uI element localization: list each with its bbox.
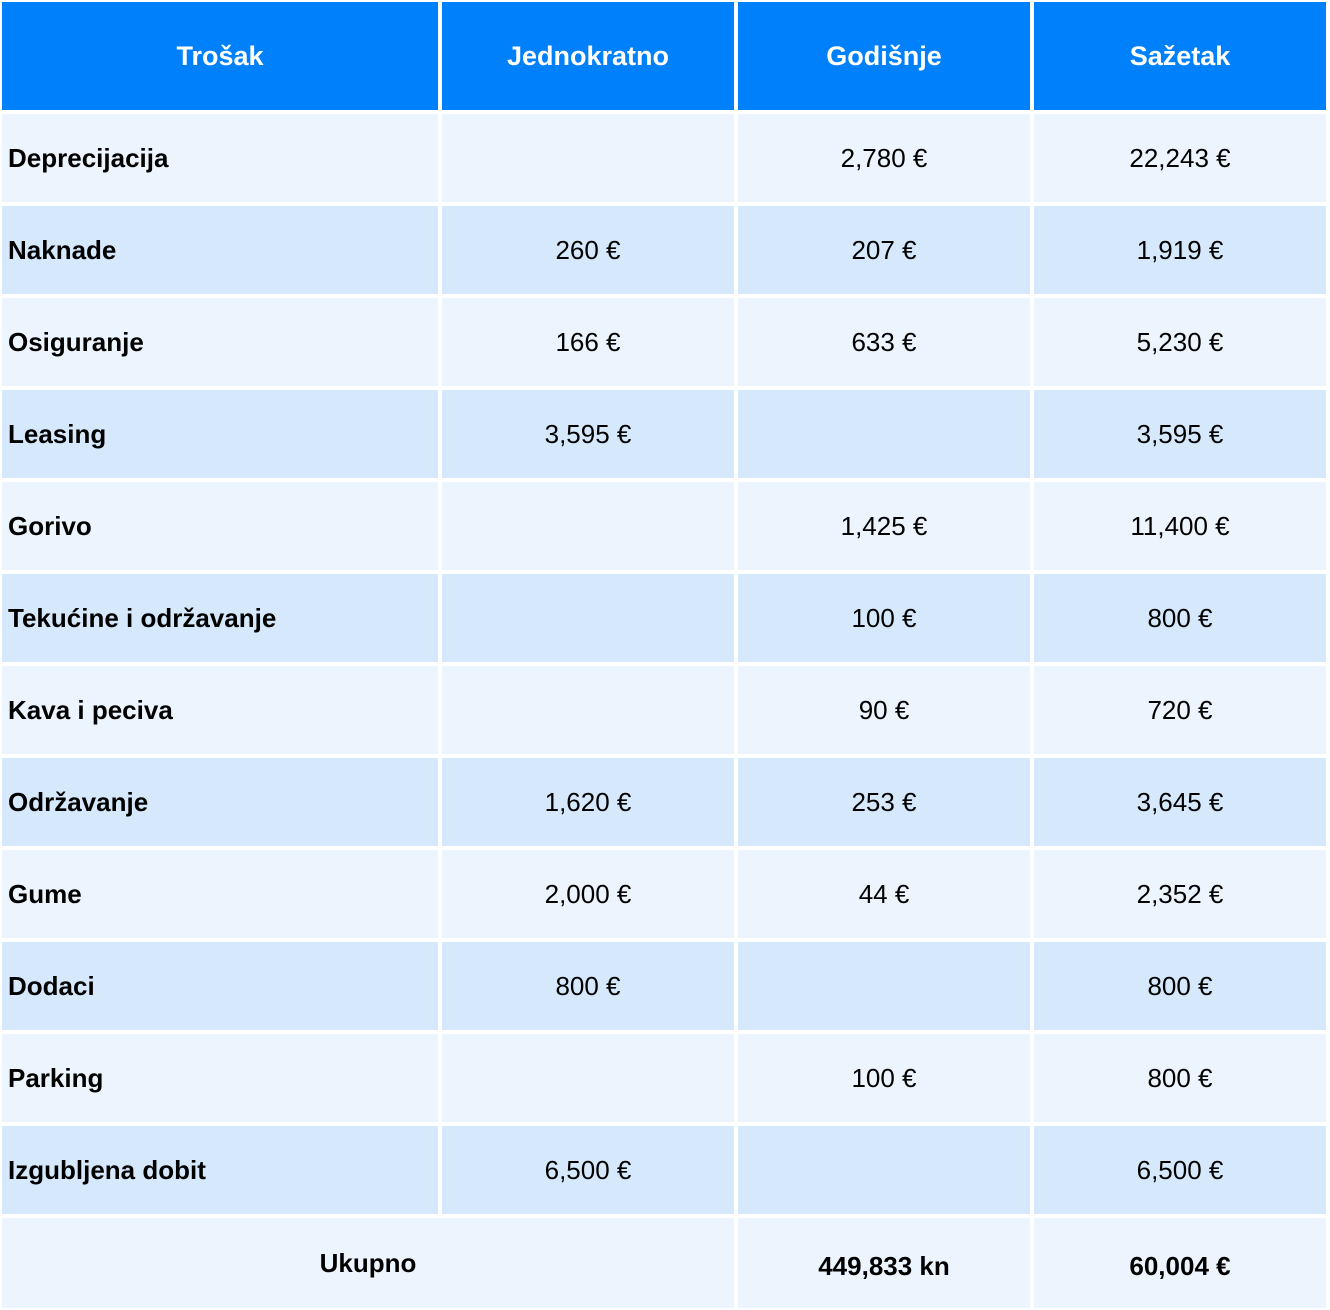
row-annual: 1,425 € (738, 482, 1030, 570)
row-summary: 3,645 € (1034, 758, 1326, 846)
row-annual (738, 1126, 1030, 1214)
row-summary: 800 € (1034, 1034, 1326, 1122)
row-one-time: 2,000 € (442, 850, 734, 938)
row-label: Tekućine i održavanje (2, 574, 438, 662)
row-one-time: 6,500 € (442, 1126, 734, 1214)
row-summary: 1,919 € (1034, 206, 1326, 294)
header-summary: Sažetak (1034, 2, 1326, 110)
header-annual: Godišnje (738, 2, 1030, 110)
row-annual: 90 € (738, 666, 1030, 754)
row-label: Naknade (2, 206, 438, 294)
row-one-time (442, 114, 734, 202)
row-summary: 11,400 € (1034, 482, 1326, 570)
row-label: Parking (2, 1034, 438, 1122)
row-annual: 253 € (738, 758, 1030, 846)
total-summary: 60,004 € (1034, 1218, 1326, 1308)
row-summary: 2,352 € (1034, 850, 1326, 938)
row-annual: 44 € (738, 850, 1030, 938)
row-annual: 100 € (738, 574, 1030, 662)
row-label: Održavanje (2, 758, 438, 846)
row-label: Deprecijacija (2, 114, 438, 202)
row-label: Izgubljena dobit (2, 1126, 438, 1214)
row-annual: 100 € (738, 1034, 1030, 1122)
row-label: Leasing (2, 390, 438, 478)
row-one-time: 1,620 € (442, 758, 734, 846)
row-annual: 2,780 € (738, 114, 1030, 202)
row-summary: 3,595 € (1034, 390, 1326, 478)
row-annual: 207 € (738, 206, 1030, 294)
total-label: Ukupno (2, 1218, 734, 1308)
row-one-time (442, 574, 734, 662)
row-summary: 800 € (1034, 942, 1326, 1030)
row-one-time (442, 1034, 734, 1122)
row-one-time: 166 € (442, 298, 734, 386)
row-summary: 5,230 € (1034, 298, 1326, 386)
row-summary: 22,243 € (1034, 114, 1326, 202)
row-one-time: 3,595 € (442, 390, 734, 478)
row-label: Kava i peciva (2, 666, 438, 754)
header-cost: Trošak (2, 2, 438, 110)
row-one-time (442, 666, 734, 754)
row-summary: 6,500 € (1034, 1126, 1326, 1214)
row-one-time: 800 € (442, 942, 734, 1030)
row-label: Gorivo (2, 482, 438, 570)
header-one-time: Jednokratno (442, 2, 734, 110)
row-one-time: 260 € (442, 206, 734, 294)
row-summary: 720 € (1034, 666, 1326, 754)
row-summary: 800 € (1034, 574, 1326, 662)
row-one-time (442, 482, 734, 570)
row-annual (738, 942, 1030, 1030)
total-annual: 449,833 kn (738, 1218, 1030, 1308)
row-annual (738, 390, 1030, 478)
row-annual: 633 € (738, 298, 1030, 386)
row-label: Dodaci (2, 942, 438, 1030)
row-label: Gume (2, 850, 438, 938)
row-label: Osiguranje (2, 298, 438, 386)
